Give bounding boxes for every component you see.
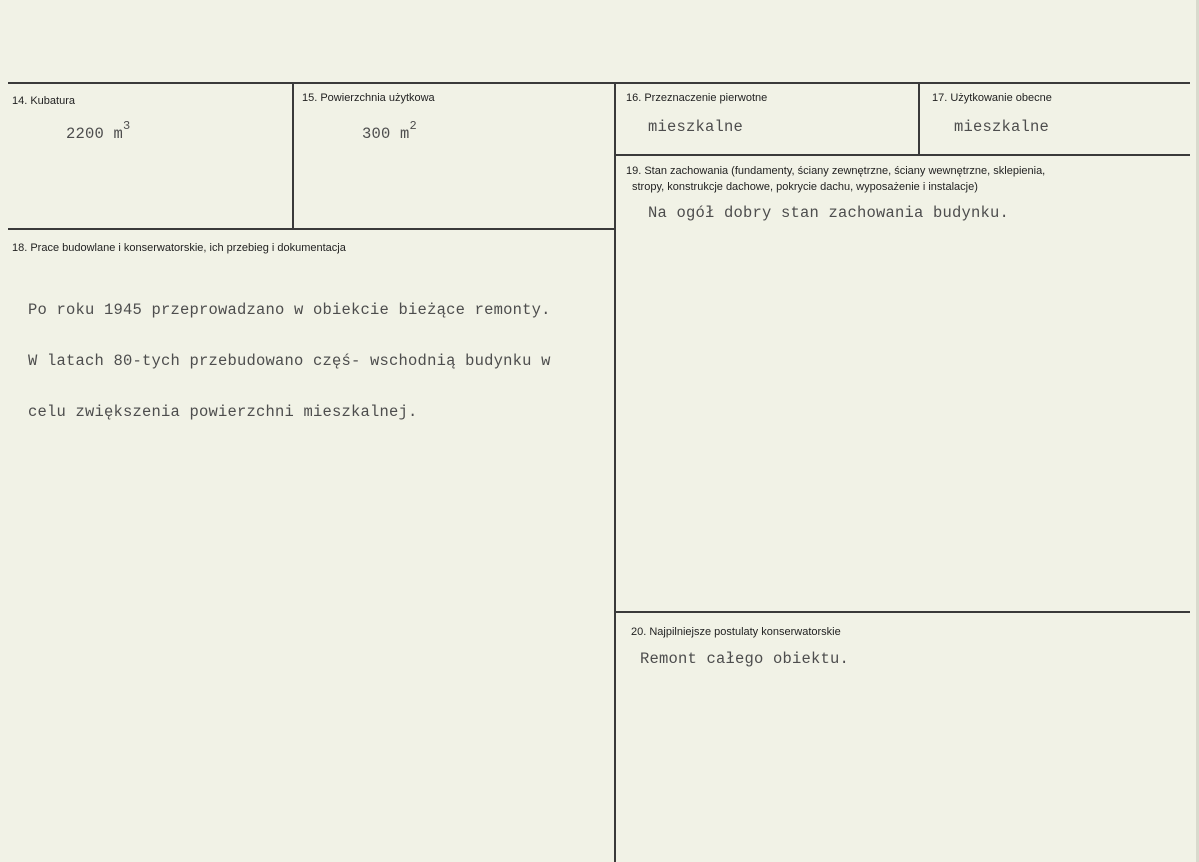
powierzchnia-exponent: 2 <box>409 119 417 133</box>
field-20-value: Remont całego obiektu. <box>640 650 850 668</box>
rule-under-19 <box>615 611 1190 613</box>
field-15-value <box>362 119 417 143</box>
powierzchnia-number: 300 m <box>362 125 410 143</box>
divider-14-15 <box>292 82 294 230</box>
field-14-label: 14. Kubatura <box>12 95 75 107</box>
field-20-label: 20. Najpilniejsze postulaty konserwatorskie <box>631 626 841 638</box>
field-17-value: mieszkalne <box>954 118 1050 136</box>
field-18-line-2: W latach 80-tych przebudowano częś- wschodnią budynku w <box>28 352 551 370</box>
field-14-value <box>66 119 130 143</box>
field-19-label-line-1: 19. Stan zachowania (fundamenty, ściany zewnętrzne, ściany wewnętrzne, sklepienia, <box>626 165 1046 177</box>
divider-16-17 <box>918 82 920 156</box>
rule-under-14-15 <box>8 228 615 230</box>
top-rule <box>8 82 1190 84</box>
kubatura-exponent: 3 <box>123 119 131 133</box>
field-18-label: 18. Prace budowlane i konserwatorskie, ich przebieg i dokumentacja <box>12 242 346 254</box>
field-15-label: 15. Powierzchnia użytkowa <box>302 92 435 104</box>
field-16-label: 16. Przeznaczenie pierwotne <box>626 92 768 104</box>
field-18-text <box>28 268 551 455</box>
field-19-value: Na ogół dobry stan zachowania budynku. <box>648 204 1010 222</box>
rule-under-16-17 <box>615 154 1190 156</box>
field-17-label: 17. Użytkowanie obecne <box>932 92 1052 104</box>
field-18-line-3: celu zwiększenia powierzchni mieszkalnej. <box>28 403 418 421</box>
divider-main <box>614 82 616 862</box>
field-19-label-line-2: stropy, konstrukcje dachowe, pokrycie dachu, wyposażenie i instalacje) <box>632 181 978 193</box>
field-16-value: mieszkalne <box>648 118 744 136</box>
field-18-line-1: Po roku 1945 przeprowadzano w obiekcie bieżące remonty. <box>28 301 551 319</box>
kubatura-number: 2200 m <box>66 125 124 143</box>
